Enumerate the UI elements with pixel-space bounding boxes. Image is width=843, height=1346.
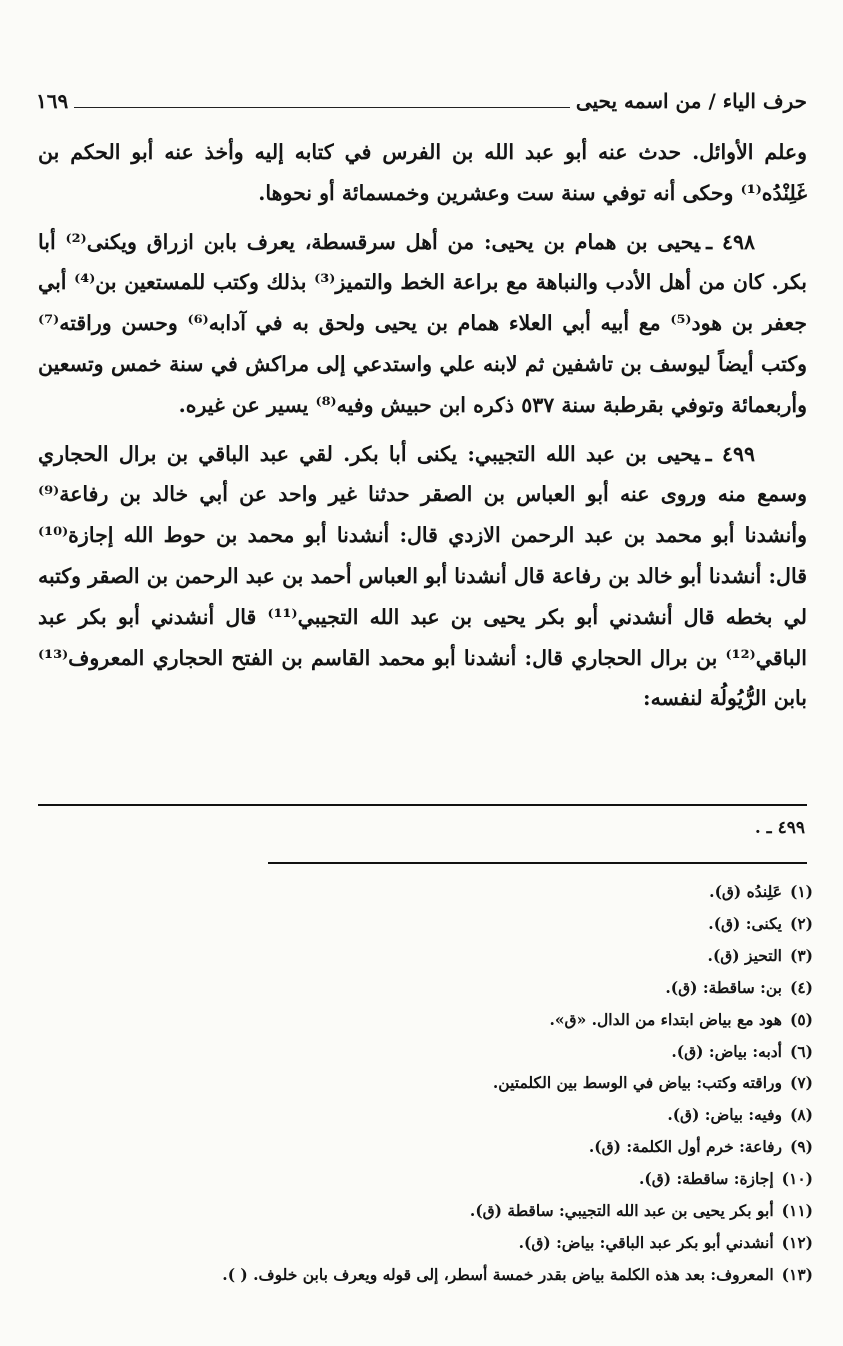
footnote-text: هود مع بياض ابتداء من الدال. «ق». [549,1009,782,1029]
page-number: ١٦٩ [36,89,69,113]
footnote [40,876,813,908]
text-divider [38,804,807,806]
entry-number: ٤٩٨ ـ [706,229,755,254]
footnote [40,1259,813,1291]
footnote [40,1163,813,1195]
footnote [40,1067,813,1099]
footnote [40,1036,813,1068]
footnote-number: (٦) [789,1041,813,1061]
footnote-number: (٥) [789,1009,813,1029]
footnote-text: عَلِندُه (ق). [709,882,782,901]
footnote-text: رفاعة: خرم أول الكلمة: (ق). [588,1137,782,1157]
footnote-number: (١) [789,882,813,901]
footnote-text: التحيز (ق). [707,945,782,965]
footnote-number: (١١) [781,1201,813,1221]
header-title: حرف الياء / من اسمه يحيى [575,89,807,113]
footnote-number: (٢) [789,913,813,933]
footnote-text: يكنى: (ق). [708,913,782,933]
footnote-text: وراقته وكتب: بياض في الوسط بين الكلمتين. [492,1073,782,1093]
paragraph-text: يحيى بن عبد الله التجيبي: يكنى أبا بكر. لقي عبد الباقي بن برال الحجاري وسمع منه وروى عنه أبو العباس بن الصقر حدثنا غير واحد عن أبي خالد بن رفاعة⁽⁹⁾ وأنشدنا أبو محمد بن عبد الرحمن الازدي قال: أنشدنا أبو محمد بن حوط الله إجازة⁽¹⁰⁾ قال: أنشدنا أبو خالد بن رفاعة قال أنشدنا أبو العباس أحمد بن عبد الرحمن بن الصقر وكتبه لي بخطه قال أنشدني أبو بكر يحيى بن عبد الله التجيبي⁽¹¹⁾ قال أنشدني أبو بكر عبد الباقي⁽¹²⁾ بن برال الحجاري قال: أنشدنا أبو محمد القاسم بن الفتح الحجاري المعروف⁽¹³⁾ بابن الرُّيُولُة لنفسه: [38,441,807,711]
footnote [40,1195,813,1227]
footnote-number: (٧) [789,1073,813,1093]
footnote [40,1099,813,1131]
paragraph-text: وعلم الأوائل. حدث عنه أبو عبد الله بن الفرس في كتابه إليه وأخذ عنه أبو الحكم بن غَلِنْدُه⁽¹⁾ وحكى أنه توفي سنة ست وعشرين وخمسمائة أو نحوها. [38,140,807,205]
footnote-text: المعروف: بعد هذه الكلمة بياض بقدر خمسة أسطر، إلى قوله ويعرف بابن خلوف. ( ). [222,1264,774,1284]
footnote-number: (١٢) [781,1232,813,1252]
footnote-text: أنشدني أبو بكر عبد الباقي: بياض: (ق). [518,1232,774,1252]
footnote-text: أبو بكر يحيى بن عبد الله التجيبي: ساقطة (ق). [469,1201,774,1221]
paragraph-text: يحيى بن همام بن يحيى: من أهل سرقسطة، يعرف بابن ازراق ويكنى⁽²⁾ أبا بكر. كان من أهل الأدب والنباهة مع براعة الخط والتميز⁽³⁾ بذلك وكتب للمستعين بن⁽⁴⁾ أبي جعفر بن هود⁽⁵⁾ مع أبيه أبي العلاء همام بن يحيى ولحق به في آدابه⁽⁶⁾ وحسن وراقته⁽⁷⁾ وكتب أيضاً ليوسف بن تاشفين ثم لابنه علي واستدعي إلى مراكش في سنة خمس وتسعين وأربعمائة وتوفي بقرطبة سنة ٥٣٧ ذكره ابن حبيش وفيه⁽⁸⁾ يسير عن غيره. [38,229,808,417]
footnote-number: (٨) [789,1105,813,1125]
footnote [40,940,813,972]
footnote [40,908,813,940]
footnote [40,972,813,1004]
footnote [40,1004,813,1036]
entry-number: ٤٩٩ ـ [705,441,755,466]
footnote [40,1131,813,1163]
entry-note: ٤٩٩ ـ . [754,818,805,838]
footnote-text: أدبه: بياض: (ق). [671,1041,782,1061]
entry-499 [38,434,807,720]
entry-498 [38,222,807,426]
footnote-text: إجازة: ساقطة: (ق). [638,1169,774,1189]
footnote-divider [268,862,807,864]
footnote-text: وفيه: بياض: (ق). [667,1105,782,1125]
footnotes [40,876,813,1291]
main-text [38,132,807,727]
header-rule [74,107,570,108]
footnote-number: (١٣) [781,1264,813,1284]
footnote-text: بن: ساقطة: (ق). [665,977,782,997]
running-header [36,84,807,118]
footnote-number: (٤) [789,977,813,997]
footnote [40,1227,813,1259]
footnote-number: (٩) [789,1137,813,1157]
footnote-number: (١٠) [781,1169,813,1189]
paragraph-continuation [38,132,807,214]
footnote-number: (٣) [789,945,813,965]
